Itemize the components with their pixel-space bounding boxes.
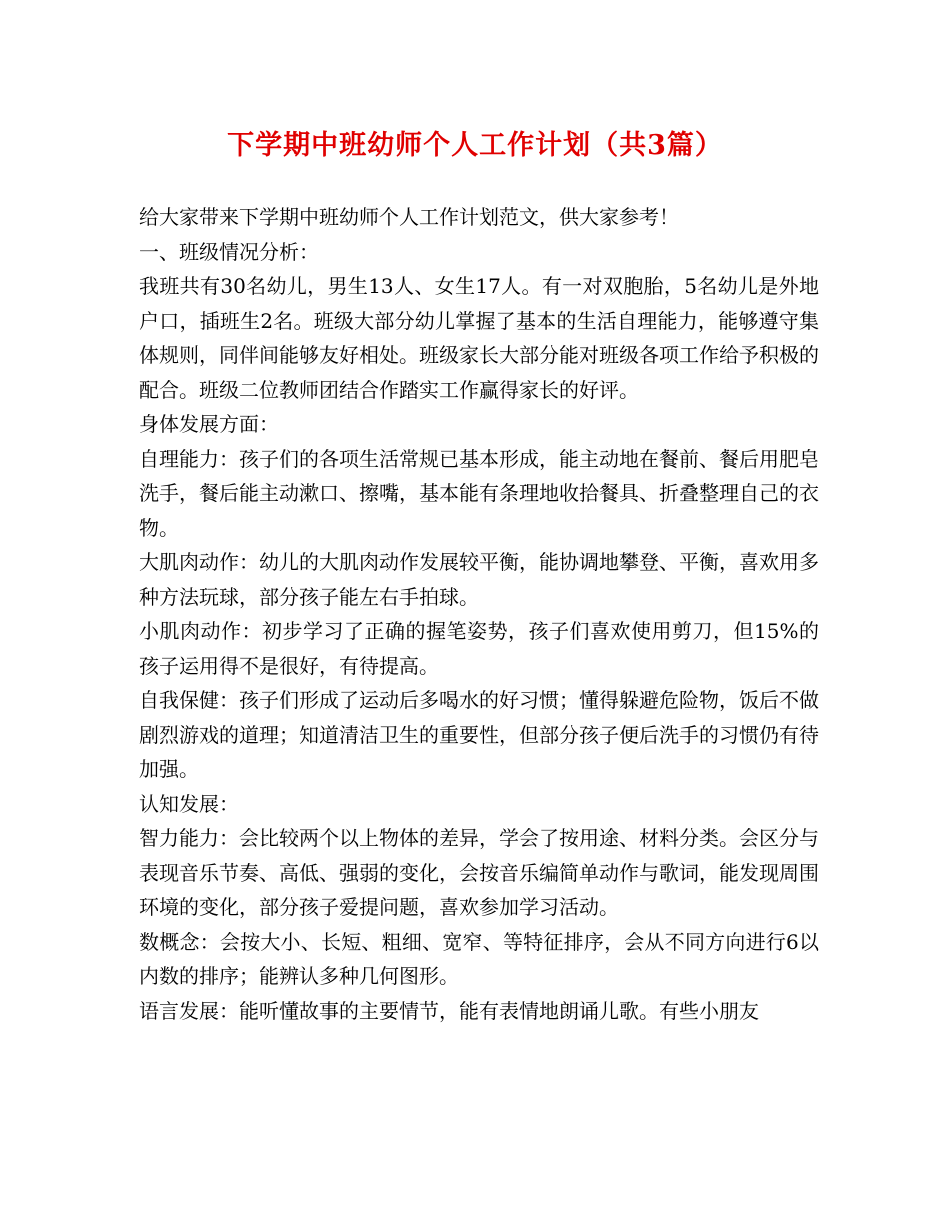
number-concept-paragraph: 数概念：会按大小、长短、粗细、宽窄、等特征排序，会从不同方向进行6以内数的排序；能辨认多种几何图形。 <box>139 929 819 988</box>
section-heading-physical-development: 身体发展方面： <box>139 412 279 436</box>
section-heading-class-analysis: 一、班级情况分析： <box>139 239 319 264</box>
intro-paragraph: 给大家带来下学期中班幼师个人工作计划范文，供大家参考！ <box>139 205 679 229</box>
self-care-paragraph: 自理能力：孩子们的各项生活常规已基本形成，能主动地在餐前、餐后用肥皂洗手，餐后能主动漱口、擦嘴，基本能有条理地收拾餐具、折叠整理自己的衣物。 <box>139 446 819 540</box>
section-heading-cognitive-development: 认知发展： <box>139 791 239 816</box>
document-title: 下学期中班幼师个人工作计划（共3篇） <box>227 130 723 161</box>
class-situation-paragraph: 我班共有30名幼儿，男生13人、女生17人。有一对双胞胎，5名幼儿是外地户口，插班生2名。班级大部分幼儿掌握了基本的生活自理能力，能够遵守集体规则，同伴间能够友好相处。班级家长大部分能对班级各项工作给予积极的配合。班级二位教师团结合作踏实工作赢得家长的好评。 <box>139 274 819 402</box>
fine-motor-paragraph: 小肌肉动作：初步学习了正确的握笔姿势，孩子们喜欢使用剪刀，但15%的孩子运用得不是很好，有待提高。 <box>139 619 819 678</box>
self-health-paragraph: 自我保健：孩子们形成了运动后多喝水的好习惯；懂得躲避危险物，饭后不做剧烈游戏的道理；知道清洁卫生的重要性，但部分孩子便后洗手的习惯仍有待加强。 <box>139 688 819 781</box>
document-body <box>139 200 819 1028</box>
language-development-paragraph: 语言发展：能听懂故事的主要情节，能有表情地朗诵儿歌。有些小朋友 <box>139 998 759 1023</box>
intellectual-ability-paragraph: 智力能力：会比较两个以上物体的差异，学会了按用途、材料分类。会区分与表现音乐节奏、高低、强弱的变化，会按音乐编简单动作与歌词，能发现周围环境的变化，部分孩子爱提问题，喜欢参加学习活动。 <box>139 826 819 919</box>
gross-motor-paragraph: 大肌肉动作：幼儿的大肌肉动作发展较平衡，能协调地攀登、平衡，喜欢用多种方法玩球，部分孩子能左右手拍球。 <box>139 550 819 609</box>
